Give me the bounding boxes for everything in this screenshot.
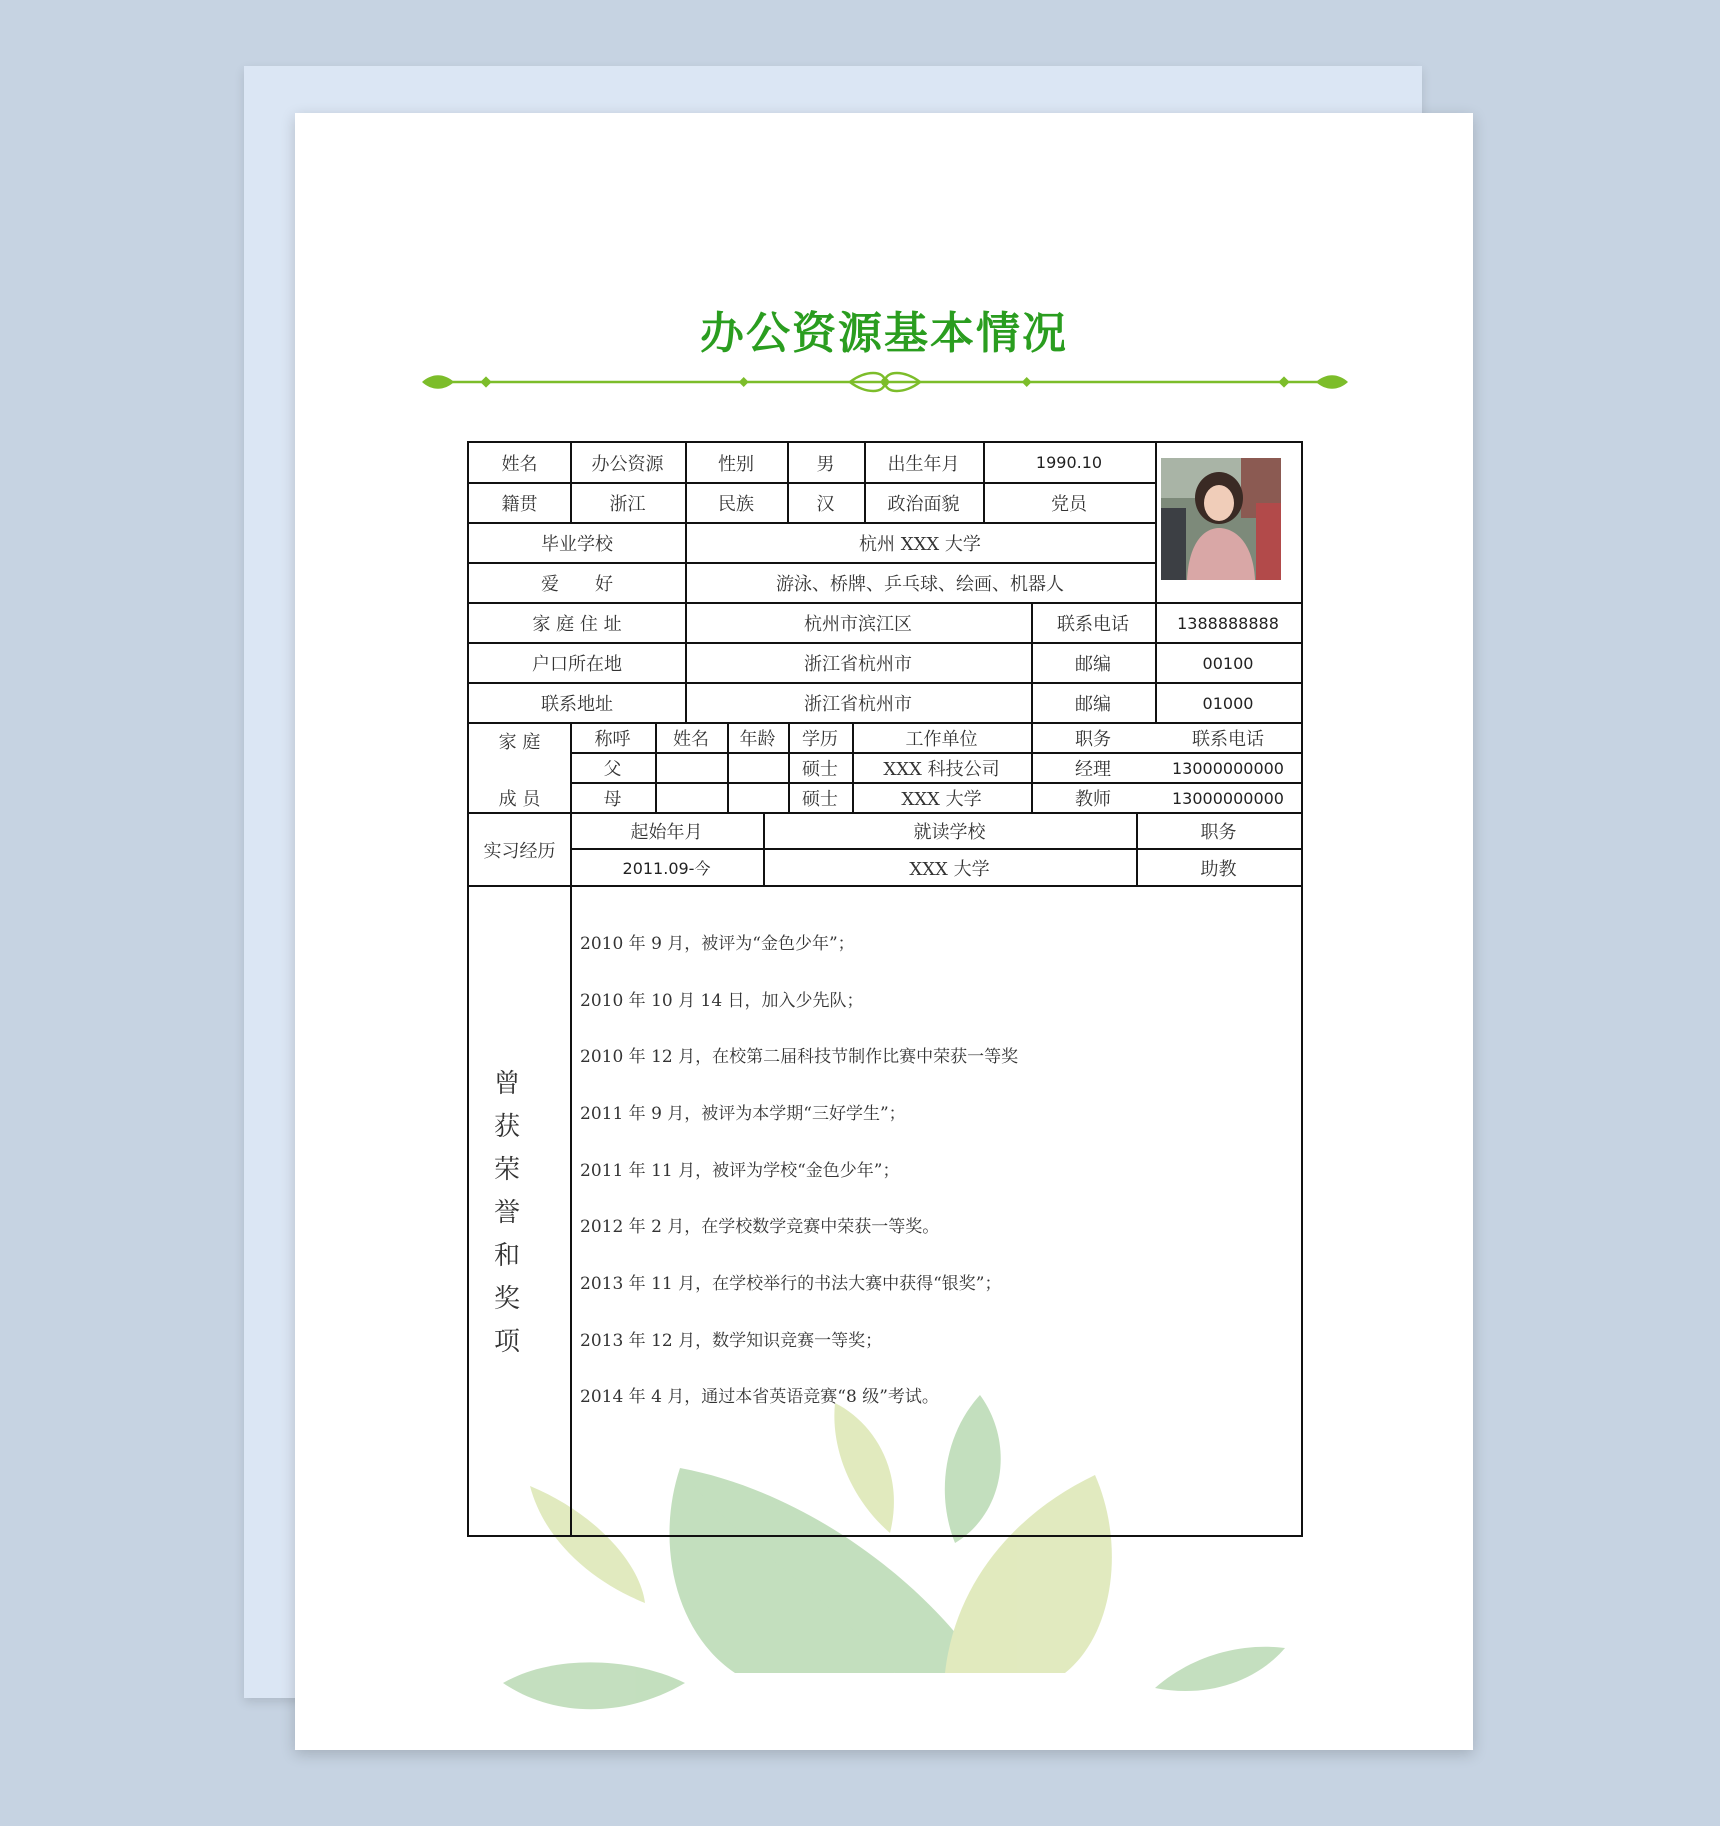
honor-item: 2013 年 12 月，数学知识竞赛一等奖； (580, 1330, 883, 1351)
gender-value: 男 (816, 453, 835, 475)
internship-school: XXX 大学 (909, 858, 990, 880)
ornament-divider (420, 367, 1350, 397)
family-header-position: 职务 (1075, 729, 1111, 750)
honor-item: 2011 年 11 月，被评为学校“金色少年”； (580, 1160, 900, 1181)
family-label-bottom: 成 员 (498, 789, 541, 810)
contact-address-label: 联系地址 (541, 694, 613, 715)
hukou-value: 浙江省杭州市 (804, 654, 912, 675)
family-row-employer: XXX 科技公司 (883, 759, 1000, 780)
honor-item: 2010 年 12 月，在校第二届科技节制作比赛中荣获一等奖 (580, 1047, 1019, 1068)
origin-label: 籍贯 (501, 494, 538, 515)
family-row-phone: 13000000000 (1172, 758, 1284, 778)
family-row-position: 教师 (1075, 789, 1111, 810)
family-row-education: 硕士 (802, 759, 838, 780)
ethnic-label: 民族 (718, 494, 754, 515)
honor-item: 2012 年 2 月，在学校数学竞赛中荣获一等奖。 (580, 1217, 940, 1238)
honor-item: 2010 年 10 月 14 日，加入少先队； (580, 990, 864, 1011)
school-value: 杭州 XXX 大学 (859, 534, 981, 555)
postcode-value: 00100 (1202, 653, 1254, 673)
birth-label: 出生年月 (887, 453, 960, 475)
internship-position: 助教 (1200, 858, 1237, 880)
name-label: 姓名 (501, 453, 538, 475)
name-value: 办公资源 (591, 453, 664, 475)
phone-label: 联系电话 (1057, 614, 1129, 635)
profile-photo (1161, 458, 1281, 580)
honors-list (580, 913, 1280, 1423)
hukou-label: 户口所在地 (532, 654, 622, 675)
family-row-education: 硕士 (802, 789, 838, 810)
family-header-phone: 联系电话 (1192, 729, 1264, 750)
family-header-age: 年龄 (739, 729, 776, 750)
family-label-top: 家 庭 (498, 732, 541, 753)
honor-item: 2014 年 4 月，通过本省英语竞赛“8 级”考试。 (580, 1387, 939, 1408)
political-label: 政治面貌 (887, 494, 960, 515)
internship-header-school: 就读学校 (913, 822, 986, 843)
family-row-name (655, 753, 727, 783)
document-page (295, 113, 1473, 1750)
family-header-relation: 称呼 (594, 729, 631, 750)
political-value: 党员 (1051, 494, 1087, 515)
family-row-relation: 父 (603, 759, 622, 780)
phone-value: 1388888888 (1177, 613, 1279, 633)
family-row-employer: XXX 大学 (901, 789, 982, 810)
internship-period: 2011.09-今 (622, 859, 711, 878)
contact-address-value: 浙江省杭州市 (804, 694, 912, 715)
school-label: 毕业学校 (541, 534, 613, 555)
hobby-label: 爱 好 (541, 574, 613, 595)
honors-label: 曾 获 荣 誉 和 奖 项 (493, 1069, 520, 1357)
hobby-value: 游泳、桥牌、乒乓球、绘画、机器人 (776, 574, 1064, 595)
family-row-relation: 母 (603, 789, 622, 810)
postcode2-value: 01000 (1202, 693, 1254, 713)
internship-header-period: 起始年月 (630, 822, 703, 843)
page-title: 办公资源基本情况 (700, 308, 1068, 359)
gender-label: 性别 (718, 453, 754, 475)
family-row-age (727, 783, 788, 813)
internship-header-position: 职务 (1200, 822, 1237, 843)
honor-item: 2010 年 9 月，被评为“金色少年”； (580, 933, 855, 954)
origin-value: 浙江 (609, 494, 646, 515)
postcode-label: 邮编 (1075, 654, 1111, 675)
honor-item: 2013 年 11 月，在学校举行的书法大赛中获得“银奖”； (580, 1273, 1002, 1294)
honor-item: 2011 年 9 月，被评为本学期“三好学生”； (580, 1103, 906, 1124)
family-row-phone: 13000000000 (1172, 788, 1284, 808)
postcode2-label: 邮编 (1075, 694, 1111, 715)
ethnic-value: 汉 (816, 494, 835, 515)
address-value: 杭州市滨江区 (804, 614, 912, 635)
internship-label: 实习经历 (483, 840, 556, 862)
family-header-education: 学历 (802, 729, 838, 750)
family-header-name: 姓名 (673, 729, 709, 750)
birth-value: 1990.10 (1035, 453, 1103, 472)
family-row-position: 经理 (1075, 759, 1111, 780)
family-row-age (727, 753, 788, 783)
family-header-employer: 工作单位 (905, 729, 978, 750)
address-label: 家 庭 住 址 (532, 614, 622, 635)
family-row-name (655, 783, 727, 813)
